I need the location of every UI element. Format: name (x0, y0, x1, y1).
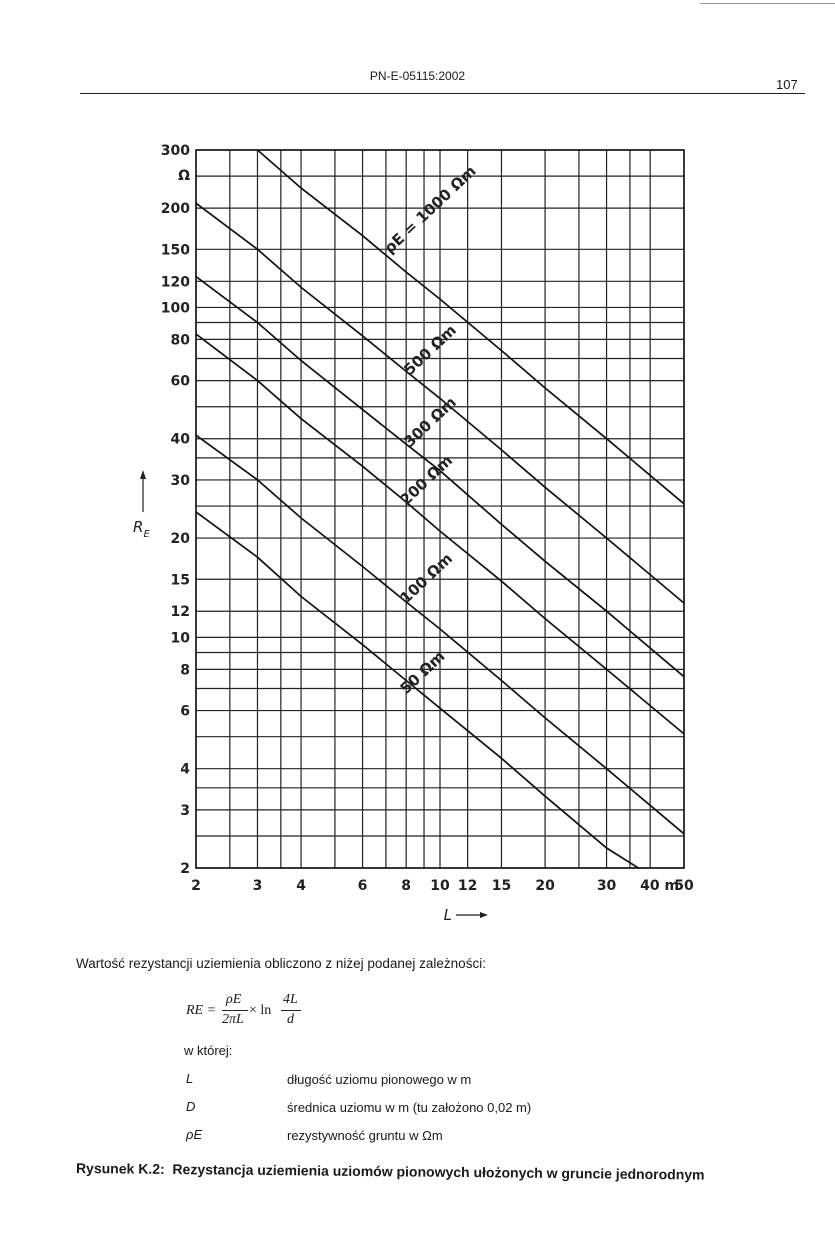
y-tick-labels (161, 143, 190, 877)
x-tick-label: 3 (252, 878, 263, 894)
y-axis-arrow-head (140, 470, 146, 479)
series-label: 200 Ωm (396, 451, 457, 510)
x-axis-label: L (443, 906, 452, 924)
x-tick-label: 50 (674, 878, 694, 894)
y-tick-label: 20 (170, 531, 190, 548)
definition-symbol: D (186, 1099, 196, 1114)
series-labels (381, 162, 480, 698)
formula-numerator-2: 4L (283, 992, 298, 1007)
y-tick-label: 15 (170, 572, 190, 589)
x-tick-label: 6 (357, 878, 368, 894)
y-tick-label: 12 (170, 604, 190, 621)
series-line (258, 150, 685, 504)
x-tick-label: 4 (296, 878, 306, 894)
y-tick-label: 10 (170, 630, 190, 647)
formula-fraction-bar-1 (222, 1010, 248, 1011)
figure-caption (76, 1160, 705, 1183)
series-label: 100 Ωm (396, 549, 457, 608)
x-tick-label: 40 m (640, 878, 680, 894)
definition-description: średnica uziomu w m (tu założono 0,02 m) (287, 1100, 532, 1115)
x-tick-label: 2 (191, 878, 201, 894)
y-tick-label: 4 (180, 761, 190, 778)
series-line (196, 512, 638, 868)
definition-symbol: L (186, 1071, 194, 1086)
y-tick-label: 150 (160, 242, 190, 259)
x-tick-label: 10 (430, 878, 450, 894)
y-tick-label: 120 (160, 274, 190, 291)
y-tick-label: 6 (180, 703, 190, 720)
y-tick-label: 100 (160, 300, 190, 317)
page-number: 107 (776, 77, 798, 92)
y-tick-label: 30 (170, 472, 190, 489)
y-axis-label: $R_E$ (133, 518, 150, 540)
series-label: 500 Ωm (400, 321, 460, 379)
formula-lhs: RE = (186, 1003, 217, 1018)
formula-denominator-1: 2πL (222, 1012, 244, 1027)
series-label: 300 Ωm (400, 393, 460, 451)
y-tick-label: 60 (170, 373, 190, 390)
definition-description: rezystywność gruntu w Ωm (287, 1128, 443, 1143)
x-tick-labels (191, 878, 694, 894)
formula-ln: × ln (249, 1003, 272, 1018)
x-tick-label: 12 (457, 878, 478, 894)
x-axis-arrow-head (480, 912, 488, 918)
definition-symbol: ρE (186, 1127, 203, 1142)
y-tick-label: 3 (180, 802, 190, 819)
formula-fraction-bar-2 (281, 1010, 301, 1011)
y-unit-label: Ω (178, 168, 190, 184)
x-tick-label: 15 (491, 878, 512, 894)
y-axis-label-subscript: E (143, 529, 150, 540)
where-label: w której: (184, 1043, 233, 1058)
formula (186, 992, 306, 1032)
x-tick-label: 8 (401, 878, 412, 894)
y-tick-label: 40 (170, 431, 190, 448)
definition-description: długość uziomu pionowego w m (287, 1072, 472, 1087)
standard-header: PN-E-05115:2002 (369, 69, 466, 83)
chart-grid (196, 150, 684, 868)
formula-numerator-1: ρE (226, 992, 242, 1007)
y-tick-label: 200 (160, 201, 190, 218)
caption-label: Rysunek K.2: (75, 1160, 165, 1177)
series-label: ρE = 1000 Ωm (380, 162, 480, 258)
y-tick-label: 2 (180, 861, 190, 877)
y-tick-label: 80 (170, 332, 190, 349)
x-tick-label: 30 (596, 878, 617, 894)
y-tick-label: 300 (160, 143, 190, 159)
x-tick-label: 20 (535, 878, 555, 894)
caption-text: Rezystancja uziemienia uziomów pionowych ułożonych w gruncie jednorodnym (172, 1161, 705, 1183)
intro-text: Wartość rezystancji uziemienia obliczono z niżej podanej zależności: (76, 956, 486, 971)
series-label: 50 Ωm (396, 647, 449, 698)
formula-denominator-2: d (287, 1012, 294, 1027)
y-tick-label: 8 (180, 662, 190, 679)
